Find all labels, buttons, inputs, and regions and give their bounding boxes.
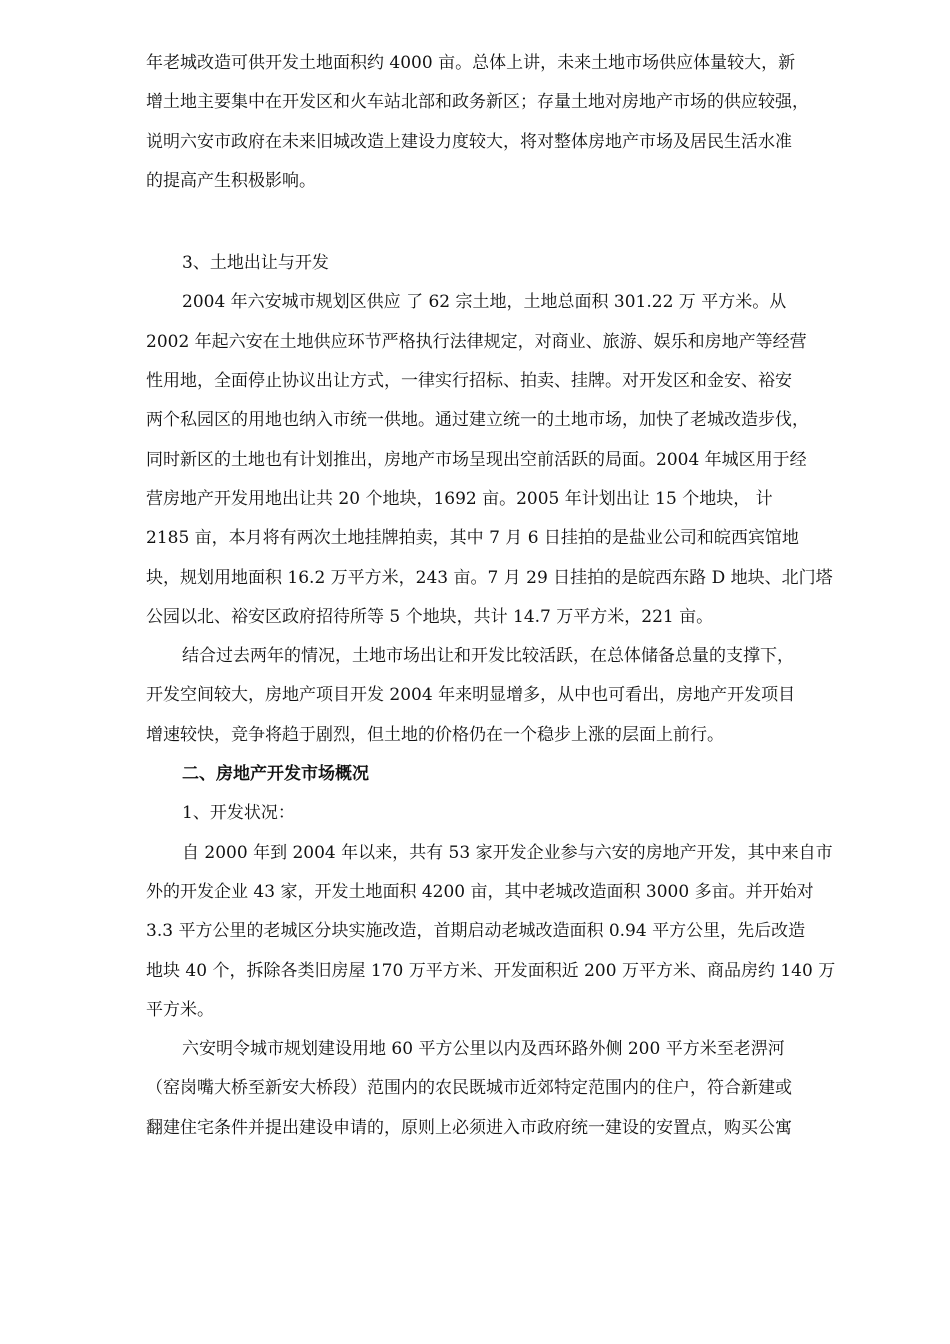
text-line: 外的开发企业 43 家，开发土地面积 4200 亩，其中老城改造面积 3000 多亩。并开始对 [146, 881, 814, 902]
paragraph-spacer [146, 201, 886, 244]
text-line: 地块 40 个，拆除各类旧房屋 170 万平方米、开发面积近 200 万平方米、商品房约 140 万 [146, 960, 836, 981]
text-line: 营房地产开发用地出让共 20 个地块，1692 亩。2005 年计划出让 15 个地块， 计 [146, 488, 773, 509]
paragraph-land-transfer [146, 283, 886, 637]
paragraph-development-status [146, 834, 886, 1030]
text-line: 块，规划用地面积 16.2 万平方米，243 亩。7 月 29 日挂拍的是皖西东路 D 地块、北门塔 [146, 567, 833, 588]
text-line: 开发空间较大，房地产项目开发 2004 年来明显增多，从中也可看出，房地产开发项目 [146, 685, 796, 706]
text-line: 说明六安市政府在未来旧城改造上建设力度较大，将对整体房地产市场及居民生活水准 [146, 131, 792, 152]
text-line: （窑岗嘴大桥至新安大桥段）范围内的农民既城市近郊特定范围内的住户，符合新建或 [146, 1078, 792, 1099]
text-line: 年老城改造可供开发土地面积约 4000 亩。总体上讲，未来土地市场供应体量较大，新 [146, 53, 796, 73]
subsection-heading-development-status [146, 794, 886, 833]
paragraph-land-supply-summary [146, 44, 886, 201]
section-heading-real-estate-overview [146, 755, 886, 794]
text-line: 增土地主要集中在开发区和火车站北部和政务新区；存量土地对房地产市场的供应较强， [146, 92, 809, 113]
paragraph-market-activity [146, 637, 886, 755]
text-line: 2185 亩，本月将有两次土地挂牌拍卖，其中 7 月 6 日挂拍的是盐业公司和皖西宾馆地 [146, 528, 799, 549]
document-body [146, 44, 886, 1148]
section-heading-land-transfer [146, 244, 886, 283]
text-line: 2002 年起六安在土地供应环节严格执行法律规定，对商业、旅游、娱乐和房地产等经营 [146, 331, 807, 352]
heading-text: 3、土地出让与开发 [182, 253, 329, 274]
text-line: 增速较快，竞争将趋于剧烈，但土地的价格仍在一个稳步上涨的层面上前行。 [146, 724, 724, 745]
text-line: 公园以北、裕安区政府招待所等 5 个地块，共计 14.7 万平方米，221 亩。 [146, 606, 714, 627]
text-line: 性用地，全面停止协议出让方式，一律实行招标、拍卖、挂牌。对开发区和金安、裕安 [146, 371, 792, 392]
paragraph-resettlement-policy [146, 1030, 886, 1148]
text-line: 自 2000 年到 2004 年以来，共有 53 家开发企业参与六安的房地产开发，其中来自市 [182, 842, 833, 863]
heading-text: 1、开发状况： [182, 803, 295, 824]
text-line: 平方米。 [146, 999, 214, 1020]
text-line: 同时新区的土地也有计划推出，房地产市场呈现出空前活跃的局面。2004 年城区用于经 [146, 449, 807, 470]
text-line: 六安明令城市规划建设用地 60 平方公里以内及西环路外侧 200 平方米至老淠河 [182, 1039, 785, 1060]
text-line: 结合过去两年的情况，土地市场出让和开发比较活跃，在总体储备总量的支撑下， [182, 646, 794, 667]
text-line: 翻建住宅条件并提出建设申请的，原则上必须进入市政府统一建设的安置点，购买公寓 [146, 1117, 792, 1138]
text-line: 2004 年六安城市规划区供应 了 62 宗土地，土地总面积 301.22 万 平方米。从 [182, 292, 787, 313]
text-line: 3.3 平方公里的老城区分块实施改造，首期启动老城改造面积 0.94 平方公里，先后改造 [146, 921, 806, 942]
heading-text: 二、房地产开发市场概况 [182, 764, 369, 785]
text-line: 的提高产生积极影响。 [146, 170, 316, 191]
text-line: 两个私园区的用地也纳入市统一供地。通过建立统一的土地市场，加快了老城改造步伐， [146, 410, 809, 431]
